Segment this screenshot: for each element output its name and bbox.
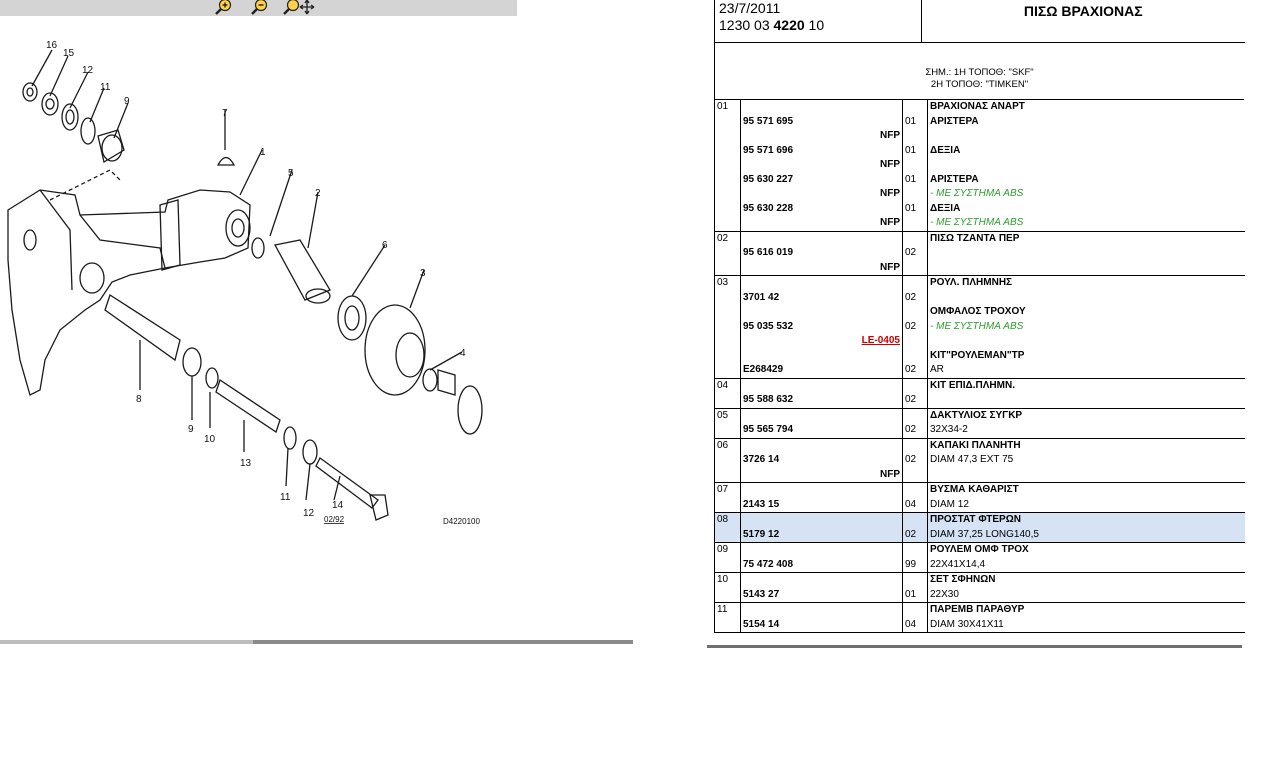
quantity-cell: 04 [903, 618, 928, 633]
description-cell [928, 129, 1245, 144]
part-number: 75 472 408 [741, 558, 903, 573]
quantity-cell: 02 [903, 528, 928, 543]
part-number: 3726 14 [741, 453, 903, 468]
description-cell [928, 573, 1245, 588]
callout-date: 02/92 [324, 515, 345, 524]
table-row[interactable] [715, 246, 1245, 261]
callout-14: 14 [332, 500, 344, 511]
zoom-pan-icon[interactable] [281, 0, 315, 16]
ref-cell [715, 261, 741, 276]
description-detail: - ΜΕ ΣΥΣΤΗΜΑ ABS [930, 217, 1024, 228]
description-cell [928, 202, 1245, 217]
page-title: ΠΙΣΩ ΒΡΑΧΙΟΝΑΣ [1023, 3, 1143, 19]
part-number [741, 438, 903, 453]
quantity-cell: 99 [903, 558, 928, 573]
quantity-cell: 02 [903, 453, 928, 468]
part-number: 95 035 532 [741, 320, 903, 335]
description-text: ΡΟΥΛΕΜ ΟΜΦ ΤΡΟΧ [930, 544, 1029, 555]
ref-cell [715, 129, 741, 144]
ref-cell: 02 [715, 231, 741, 246]
catalog-date: 23/7/2011 [719, 0, 781, 16]
quantity-cell [903, 187, 928, 202]
description-cell [928, 498, 1245, 513]
parts-scrollbar[interactable] [707, 645, 1242, 648]
description-cell [928, 173, 1245, 188]
callout-3: 3 [420, 268, 426, 279]
description-detail: DIAM 47,3 EXT 75 [930, 454, 1014, 465]
table-row[interactable] [715, 498, 1245, 513]
description-cell [928, 334, 1245, 349]
table-row[interactable] [715, 513, 1245, 528]
callout-8: 8 [136, 394, 142, 405]
ref-cell [715, 173, 741, 188]
table-row[interactable] [715, 363, 1245, 378]
ref-cell: 04 [715, 378, 741, 393]
part-number [741, 513, 903, 528]
quantity-cell [903, 349, 928, 364]
quantity-cell [903, 438, 928, 453]
callout-13: 13 [240, 458, 252, 469]
description-cell [928, 276, 1245, 291]
quantity-cell: 02 [903, 423, 928, 438]
table-row[interactable] [715, 408, 1245, 423]
part-number [741, 378, 903, 393]
description-text: ΚΑΠΑΚΙ ΠΛΑΝΗΤΗ [930, 439, 1021, 451]
description-text: ΔΕΞΙΑ [930, 202, 961, 214]
table-row[interactable] [715, 187, 1245, 202]
table-row[interactable] [715, 276, 1245, 291]
part-number [741, 349, 903, 364]
description-detail: 32X34-2 [930, 424, 968, 435]
part-number [741, 483, 903, 498]
ref-cell [715, 246, 741, 261]
quantity-cell [903, 100, 928, 115]
quantity-cell: 01 [903, 144, 928, 159]
description-cell [928, 393, 1245, 408]
table-row[interactable] [715, 453, 1245, 468]
quantity-cell: 01 [903, 115, 928, 130]
ref-cell [715, 363, 741, 378]
description-cell [928, 261, 1245, 276]
ref-cell [715, 453, 741, 468]
description-cell [928, 291, 1245, 306]
part-number [741, 603, 903, 618]
description-cell [928, 528, 1245, 543]
description-cell [928, 513, 1245, 528]
note-line-2: 2Η ΤΟΠΟΘ: "TIMKEN" [930, 79, 1029, 90]
callout-16: 16 [46, 40, 58, 51]
part-number: 95 571 696 [741, 144, 903, 159]
quantity-cell: 04 [903, 498, 928, 513]
description-text: ΠΑΡΕΜΒ ΠΑΡΑΘΥΡ [930, 604, 1025, 615]
part-number: 95 616 019 [741, 246, 903, 261]
table-row[interactable] [715, 144, 1245, 159]
callout-2: 2 [315, 188, 321, 199]
part-number [741, 100, 903, 115]
table-row[interactable] [715, 468, 1245, 483]
description-text: ΑΡΙΣΤΕΡΑ [930, 173, 979, 185]
description-cell [928, 423, 1245, 438]
description-text: ΚΙΤ ΕΠΙΔ.ΠΛΗΜΝ. [930, 379, 1015, 391]
nfp-flag: NFP [741, 158, 903, 173]
ref-cell: 05 [715, 408, 741, 423]
description-cell [928, 588, 1245, 603]
quantity-cell [903, 483, 928, 498]
table-row[interactable] [715, 216, 1245, 231]
description-cell [928, 618, 1245, 633]
part-number: 2143 15 [741, 498, 903, 513]
quantity-cell: 01 [903, 202, 928, 217]
description-detail: DIAM 37,25 LONG140,5 [930, 528, 1039, 540]
quantity-cell [903, 543, 928, 558]
quantity-cell: 02 [903, 320, 928, 335]
exploded-parts-diagram [0, 18, 520, 618]
ref-cell [715, 216, 741, 231]
quantity-cell: 02 [903, 393, 928, 408]
ref-cell: 01 [715, 100, 741, 115]
ref-cell [715, 291, 741, 306]
ref-cell: 10 [715, 573, 741, 588]
viewer-toolbar [0, 0, 517, 16]
part-number [741, 231, 903, 246]
table-row[interactable] [715, 558, 1245, 573]
description-text: ΠΡΟΣΤΑΤ ΦΤΕΡΩΝ [930, 514, 1021, 525]
description-text: ΑΡΙΣΤΕΡΑ [930, 115, 979, 127]
quantity-cell [903, 573, 928, 588]
zoom-out-icon[interactable] [249, 0, 269, 16]
quantity-cell: 02 [903, 291, 928, 306]
diagram-code: D4220100 [443, 517, 480, 526]
viewer-scrollbar[interactable] [0, 640, 633, 644]
table-row[interactable] [715, 100, 1245, 115]
callout-7: 7 [222, 108, 228, 119]
description-cell [928, 246, 1245, 261]
nfp-flag: NFP [741, 187, 903, 202]
callout-11b: 11 [280, 492, 291, 503]
part-number: E268429 [741, 363, 903, 378]
description-cell [928, 320, 1245, 335]
table-row[interactable] [715, 393, 1245, 408]
table-row[interactable] [715, 618, 1245, 633]
description-cell [928, 187, 1245, 202]
description-text: ΠΙΣΩ ΤΖΑΝΤΑ ΠΕΡ [930, 232, 1020, 244]
nfp-flag: NFP [741, 468, 903, 483]
ref-cell [715, 187, 741, 202]
description-cell [928, 158, 1245, 173]
callout-9: 9 [124, 96, 130, 107]
ref-cell: 07 [715, 483, 741, 498]
callout-11: 11 [100, 82, 111, 93]
description-cell [928, 363, 1245, 378]
part-number: 95 630 228 [741, 202, 903, 217]
link-cell[interactable]: LE-0405 [741, 334, 903, 349]
description-cell [928, 603, 1245, 618]
table-row[interactable] [715, 202, 1245, 217]
description-text: ΔΕΞΙΑ [930, 144, 961, 156]
quantity-cell [903, 276, 928, 291]
nfp-flag: NFP [741, 129, 903, 144]
callout-5: 5 [288, 168, 294, 179]
table-row[interactable] [715, 158, 1245, 173]
table-row[interactable] [715, 603, 1245, 618]
arm-body [8, 190, 250, 395]
ref-cell: 09 [715, 543, 741, 558]
description-detail: - ΜΕ ΣΥΣΤΗΜΑ ABS [930, 188, 1024, 199]
description-cell [928, 438, 1245, 453]
quantity-cell [903, 216, 928, 231]
table-row[interactable] [715, 129, 1245, 144]
table-row[interactable] [715, 438, 1245, 453]
callout-9b: 9 [188, 424, 194, 435]
ref-cell [715, 305, 741, 320]
description-text: ΔΑΚΤΥΛΙΟΣ ΣΥΓΚΡ [930, 409, 1023, 421]
description-cell [928, 468, 1245, 483]
callout-4: 4 [460, 348, 466, 359]
table-row[interactable] [715, 528, 1245, 543]
description-cell [928, 408, 1245, 423]
parts-header-table [714, 0, 1245, 43]
quantity-cell [903, 231, 928, 246]
description-detail: 22X41X14,4 [930, 558, 986, 570]
quantity-cell [903, 129, 928, 144]
callout-1: 1 [260, 147, 266, 158]
table-row[interactable] [715, 305, 1245, 320]
part-number: 3701 42 [741, 291, 903, 306]
zoom-in-icon[interactable] [213, 0, 233, 16]
part-number [741, 573, 903, 588]
table-row[interactable] [715, 349, 1245, 364]
callout-12b: 12 [303, 508, 315, 519]
parts-list-panel [714, 0, 1280, 650]
description-detail: AR [930, 364, 944, 375]
description-detail: 22X30 [930, 588, 959, 600]
table-row[interactable] [715, 483, 1245, 498]
description-cell [928, 216, 1245, 231]
description-cell [928, 305, 1245, 320]
ref-cell: 06 [715, 438, 741, 453]
part-number [741, 276, 903, 291]
ref-cell: 11 [715, 603, 741, 618]
quantity-cell: 01 [903, 588, 928, 603]
quantity-cell: 02 [903, 363, 928, 378]
description-text: ΡΟΥΛ. ΠΛΗΜΝΗΣ [930, 277, 1013, 288]
part-number [741, 408, 903, 423]
callout-12: 12 [82, 65, 94, 76]
table-row[interactable] [715, 334, 1245, 349]
part-number: 95 571 695 [741, 115, 903, 130]
ref-cell [715, 468, 741, 483]
part-number: 5154 14 [741, 618, 903, 633]
quantity-cell [903, 261, 928, 276]
ref-cell [715, 618, 741, 633]
quantity-cell [903, 334, 928, 349]
description-text: ΒΡΑΧΙΟΝΑΣ ΑΝΑΡΤ [930, 101, 1025, 112]
table-row[interactable] [715, 231, 1245, 246]
ref-cell [715, 334, 741, 349]
description-detail: DIAM 30X41X11 [930, 618, 1004, 630]
description-text: ΟΜΦΑΛΟΣ ΤΡΟΧΟΥ [930, 306, 1026, 317]
description-detail: - ΜΕ ΣΥΣΤΗΜΑ ABS [930, 320, 1024, 332]
quantity-cell [903, 378, 928, 393]
parts-table [714, 100, 1245, 633]
description-cell [928, 453, 1245, 468]
description-text: ΚΙΤ"ΡΟΥΛΕΜΑΝ"ΤΡ [930, 349, 1025, 361]
nfp-flag: NFP [741, 216, 903, 231]
nfp-flag: NFP [741, 261, 903, 276]
ref-cell [715, 115, 741, 130]
ref-cell [715, 202, 741, 217]
quantity-cell: 02 [903, 246, 928, 261]
part-number: 95 565 794 [741, 423, 903, 438]
note-line-1: ΣΗΜ.: 1Η ΤΟΠΟΘ: "SKF" [925, 67, 1034, 78]
quantity-cell [903, 513, 928, 528]
description-detail: DIAM 12 [930, 498, 969, 510]
ref-cell [715, 423, 741, 438]
ref-cell [715, 393, 741, 408]
part-number [741, 543, 903, 558]
description-text: ΣΕΤ ΣΦΗΝΩΝ [930, 574, 996, 585]
description-cell [928, 115, 1245, 130]
ref-cell [715, 498, 741, 513]
part-number: 5143 27 [741, 588, 903, 603]
description-cell [928, 558, 1245, 573]
ref-cell: 08 [715, 513, 741, 528]
catalog-reference: 1230 03 4220 10 [719, 17, 825, 33]
part-number: 95 630 227 [741, 173, 903, 188]
table-row[interactable] [715, 173, 1245, 188]
ref-cell [715, 158, 741, 173]
quantity-cell [903, 305, 928, 320]
table-row[interactable] [715, 543, 1245, 558]
table-row[interactable] [715, 261, 1245, 276]
table-row[interactable] [715, 115, 1245, 130]
table-row[interactable] [715, 291, 1245, 306]
description-cell [928, 483, 1245, 498]
ref-cell [715, 320, 741, 335]
description-cell [928, 543, 1245, 558]
callout-6: 6 [382, 240, 388, 251]
ref-cell [715, 558, 741, 573]
quantity-cell: 01 [903, 173, 928, 188]
parts-note-table [714, 43, 1244, 100]
table-row[interactable] [715, 423, 1245, 438]
quantity-cell [903, 603, 928, 618]
part-number [741, 305, 903, 320]
quantity-cell [903, 158, 928, 173]
quantity-cell [903, 408, 928, 423]
ref-cell [715, 144, 741, 159]
ref-cell [715, 528, 741, 543]
table-row[interactable] [715, 573, 1245, 588]
description-cell [928, 144, 1245, 159]
description-cell [928, 231, 1245, 246]
description-cell [928, 349, 1245, 364]
ref-cell [715, 588, 741, 603]
table-row[interactable] [715, 378, 1245, 393]
table-row[interactable] [715, 588, 1245, 603]
callout-10: 10 [204, 434, 216, 445]
ref-cell: 03 [715, 276, 741, 291]
ref-cell [715, 349, 741, 364]
description-text: ΒΥΣΜΑ ΚΑΘΑΡΙΣΤ [930, 484, 1019, 495]
description-cell [928, 378, 1245, 393]
diagram-viewer [0, 0, 640, 650]
part-number: 95 588 632 [741, 393, 903, 408]
description-cell [928, 100, 1245, 115]
callout-15: 15 [63, 48, 75, 59]
quantity-cell [903, 468, 928, 483]
table-row[interactable] [715, 320, 1245, 335]
part-number: 5179 12 [741, 528, 903, 543]
